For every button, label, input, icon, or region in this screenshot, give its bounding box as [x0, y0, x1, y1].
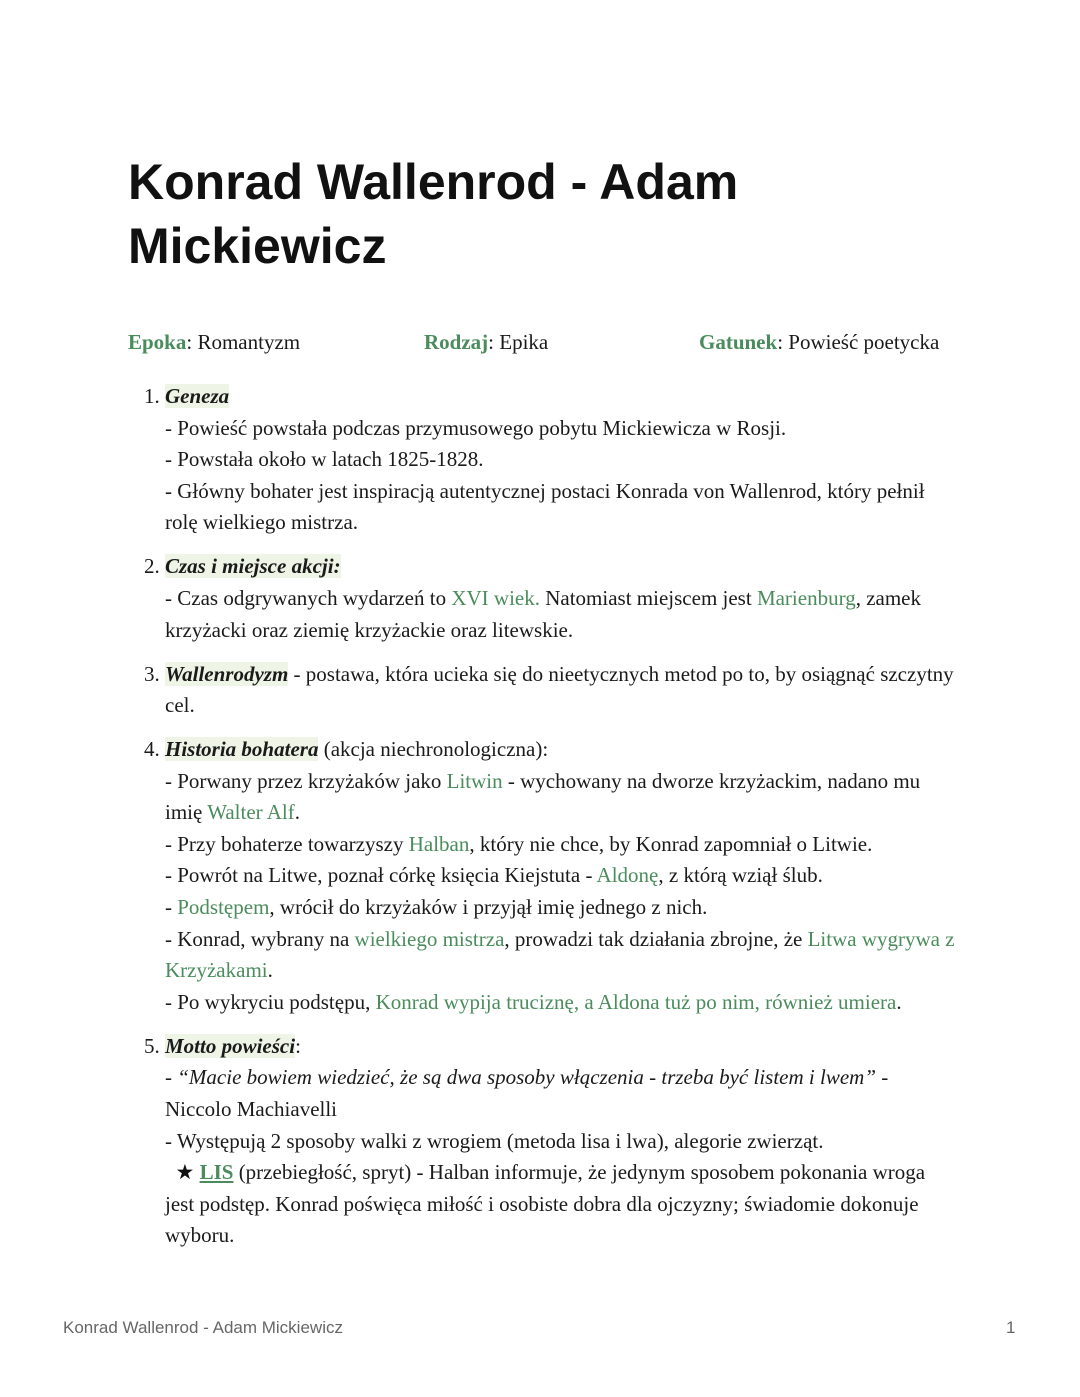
- highlight-term: Litwa wygrywa z Krzyżakami: [165, 926, 955, 983]
- list-item: [165, 1157, 955, 1252]
- highlight-term: Aldonę: [596, 863, 659, 888]
- text-run: Natomiast miejscem jest: [539, 585, 757, 610]
- highlight-term: XVI wiek.: [451, 585, 540, 610]
- text-run: , który nie chce, by Konrad zapomniał o Litwie.: [469, 831, 873, 856]
- text-run: , zamek krzyżacki oraz ziemię krzyżackie oraz litewskie.: [165, 585, 921, 642]
- text-run: , wrócił do krzyżaków i przyjął imię jednego z nich.: [269, 895, 708, 920]
- section-heading: Geneza: [165, 384, 230, 408]
- text-run: , z którą wziął ślub.: [658, 863, 823, 888]
- meta-rodzaj: [424, 328, 548, 356]
- section-historia-bohatera: [165, 734, 955, 1018]
- meta-gatunek: [699, 328, 939, 356]
- section-heading: Historia bohatera: [165, 737, 319, 762]
- list-item: [165, 1062, 955, 1125]
- epoka-value: : Romantyzm: [186, 330, 301, 354]
- text-run: .: [294, 800, 300, 825]
- section-wallenrodyzm: [165, 659, 955, 722]
- highlight-term: Konrad wypija truciznę, a Aldona tuż po nim, również umiera: [375, 989, 897, 1014]
- text-run: - Czas odgrywanych wydarzeń to: [165, 585, 452, 610]
- text-run: - Porwany przez krzyżaków jako: [165, 768, 447, 793]
- text-run: (akcja niechronologiczna):: [318, 737, 549, 762]
- text-run: - Przy bohaterze towarzyszy: [165, 831, 409, 856]
- highlight-term: Marienburg: [756, 585, 856, 610]
- highlight-term: LIS: [199, 1160, 234, 1185]
- rodzaj-value: : Epika: [488, 330, 549, 354]
- highlight-term: wielkiego mistrza: [354, 926, 505, 951]
- section-heading: Motto powieści: [165, 1033, 296, 1058]
- list-item: - Powieść powstała podczas przymusowego pobytu Mickiewicza w Rosji.: [165, 415, 787, 440]
- text-run: (przebiegłość, spryt) - Halban informuje, że jedynym sposobem pokonania wroga jest podstęp. Konrad poświęca miłość i osobiste dobra dla ojczyzny; świadomie dokonuje wyboru.: [165, 1160, 926, 1248]
- page-title: Konrad Wallenrod - Adam Mickiewicz: [128, 154, 739, 274]
- list-item: [165, 860, 955, 892]
- epoka-label: Epoka: [128, 330, 187, 354]
- text-run: .: [896, 989, 902, 1014]
- list-item: - Główny bohater jest inspiracją autentycznej postaci Konrada von Wallenrod, który pełnił rolę wielkiego mistrza.: [165, 478, 925, 535]
- text-run: -: [165, 1065, 178, 1090]
- text-run: -: [165, 895, 178, 920]
- text-run: - Konrad, wybrany na: [165, 926, 355, 951]
- text-run: - Niccolo Machiavelli: [165, 1065, 889, 1122]
- text-run: :: [295, 1033, 301, 1058]
- star-icon: ★: [175, 1160, 195, 1185]
- list-item: [165, 987, 955, 1019]
- text-run: - wychowany na dworze krzyżackim, nadano mu imię: [165, 768, 921, 825]
- section-geneza: [165, 381, 955, 539]
- section-motto: [165, 1031, 955, 1252]
- text-run: .: [267, 958, 273, 983]
- sections-list: [165, 381, 955, 1264]
- text-run: - Po wykryciu podstępu,: [165, 989, 376, 1014]
- text-run: , prowadzi tak działania zbrojne, że: [504, 926, 808, 951]
- highlight-term: Halban: [408, 831, 470, 856]
- gatunek-value: : Powieść poetycka: [777, 330, 940, 354]
- list-item: [165, 892, 955, 924]
- rodzaj-label: Rodzaj: [424, 330, 489, 354]
- section-heading: Czas i miejsce akcji:: [165, 554, 341, 579]
- list-item: [165, 924, 955, 987]
- list-item: [165, 583, 955, 646]
- list-item: - Występują 2 sposoby walki z wrogiem (metoda lisa i lwa), alegorie zwierząt.: [165, 1128, 824, 1153]
- list-item: [165, 766, 955, 829]
- meta-epoka: [128, 328, 300, 356]
- section-czas-i-miejsce: [165, 551, 955, 646]
- list-item: [165, 829, 955, 861]
- text-run: - postawa, która ucieka się do nieetycznych metod po to, by osiągnąć szczytny cel.: [165, 661, 954, 718]
- gatunek-label: Gatunek: [699, 330, 778, 354]
- highlight-term: Litwin: [446, 768, 503, 793]
- page-number: 1: [1006, 1318, 1016, 1337]
- section-heading: Wallenrodyzm: [165, 661, 289, 686]
- motto-quote: “Macie bowiem wiedzieć, że są dwa sposoby włączenia - trzeba być listem i lwem”: [177, 1065, 877, 1090]
- list-item: - Powstała około w latach 1825-1828.: [165, 447, 484, 472]
- highlight-term: Podstępem: [177, 895, 270, 920]
- highlight-term: Walter Alf: [207, 800, 295, 825]
- footer-title: Konrad Wallenrod - Adam Mickiewicz: [63, 1318, 343, 1337]
- text-run: - Powrót na Litwe, poznał córkę księcia Kiejstuta -: [165, 863, 597, 888]
